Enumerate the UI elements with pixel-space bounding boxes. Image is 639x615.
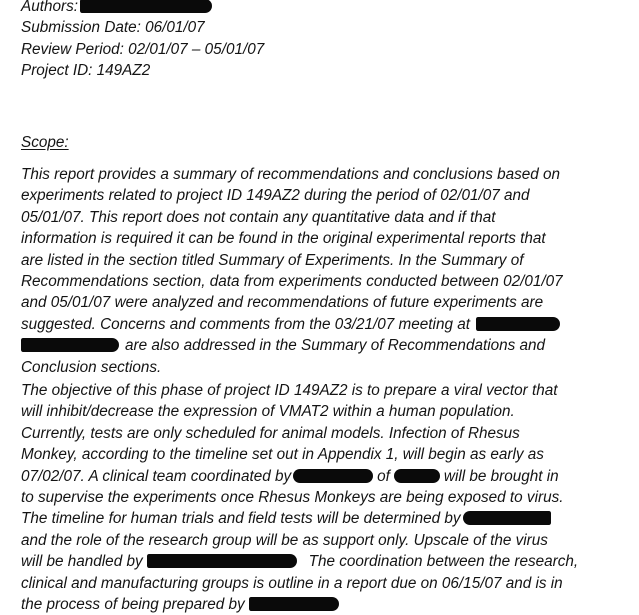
text-line: information is required it can be found in the original experimental reports that	[21, 230, 546, 248]
scope-paragraph-2	[21, 380, 639, 615]
text-segment: the process of being prepared by	[21, 595, 245, 613]
authors-label: Authors:	[21, 0, 78, 15]
project-id: Project ID: 149AZ2	[21, 62, 151, 80]
text-line: The objective of this phase of project ID 149AZ2 is to prepare a viral vector that	[21, 382, 558, 399]
text-line	[21, 508, 639, 529]
text-line: are listed in the section titled Summary of Experiments. In the Summary of	[21, 251, 524, 269]
text-line: Monkey, according to the timeline set out in Appendix 1, will begin as early as	[21, 446, 544, 464]
text-line: and 05/01/07 were analyzed and recommendations of future experiments are	[21, 294, 544, 312]
text-segment: are also addressed in the Summary of Recommendations and	[125, 337, 546, 355]
scope-heading: Scope:	[21, 134, 69, 151]
text-segment: 07/02/07. A clinical team coordinated by	[21, 467, 292, 485]
report-header	[21, 0, 264, 82]
text-segment: The timeline for human trials and field tests will be determined by	[21, 510, 461, 528]
text-segment: will be brought in	[443, 467, 559, 485]
meeting-location-redaction-cont	[21, 338, 119, 352]
text-line	[21, 335, 639, 356]
text-segment: of	[377, 467, 390, 485]
timeline-owner-redaction	[463, 511, 551, 525]
text-line	[21, 314, 639, 335]
report-author-redaction	[249, 597, 339, 611]
organization-redaction	[394, 469, 440, 483]
text-segment: The coordination between the research,	[308, 553, 579, 571]
authors-line	[21, 0, 264, 17]
text-segment: will be handled by	[21, 553, 143, 571]
authors-redaction	[80, 0, 212, 13]
text-line: experiments related to project ID 149AZ2 during the period of 02/01/07 and	[21, 187, 530, 205]
text-line: This report provides a summary of recommendations and conclusions based on	[21, 166, 561, 183]
text-segment: suggested. Concerns and comments from the 03/21/07 meeting at	[21, 315, 470, 333]
text-line: Conclusion sections.	[21, 358, 162, 376]
text-line: 05/01/07. This report does not contain any quantitative data and if that	[21, 208, 496, 226]
text-line: Recommendations section, data from experiments conducted between 02/01/07	[21, 272, 563, 290]
coordinator-redaction	[293, 469, 373, 483]
scope-paragraph-1	[21, 164, 639, 378]
text-line	[21, 466, 639, 487]
text-line: clinical and manufacturing groups is outline in a report due on 06/15/07 and is in	[21, 574, 563, 592]
meeting-location-redaction	[476, 317, 560, 331]
text-line	[21, 551, 639, 572]
review-period: Review Period: 02/01/07 – 05/01/07	[21, 40, 265, 58]
submission-date: Submission Date: 06/01/07	[21, 19, 205, 37]
text-line: Currently, tests are only scheduled for animal models. Infection of Rhesus	[21, 424, 520, 442]
text-line: will inhibit/decrease the expression of VMAT2 within a human population.	[21, 403, 515, 421]
upscale-handler-redaction	[147, 554, 297, 568]
text-line: and the role of the research group will be as support only. Upscale of the virus	[21, 531, 548, 549]
text-line: to supervise the experiments once Rhesus Monkeys are being exposed to virus.	[21, 488, 564, 506]
